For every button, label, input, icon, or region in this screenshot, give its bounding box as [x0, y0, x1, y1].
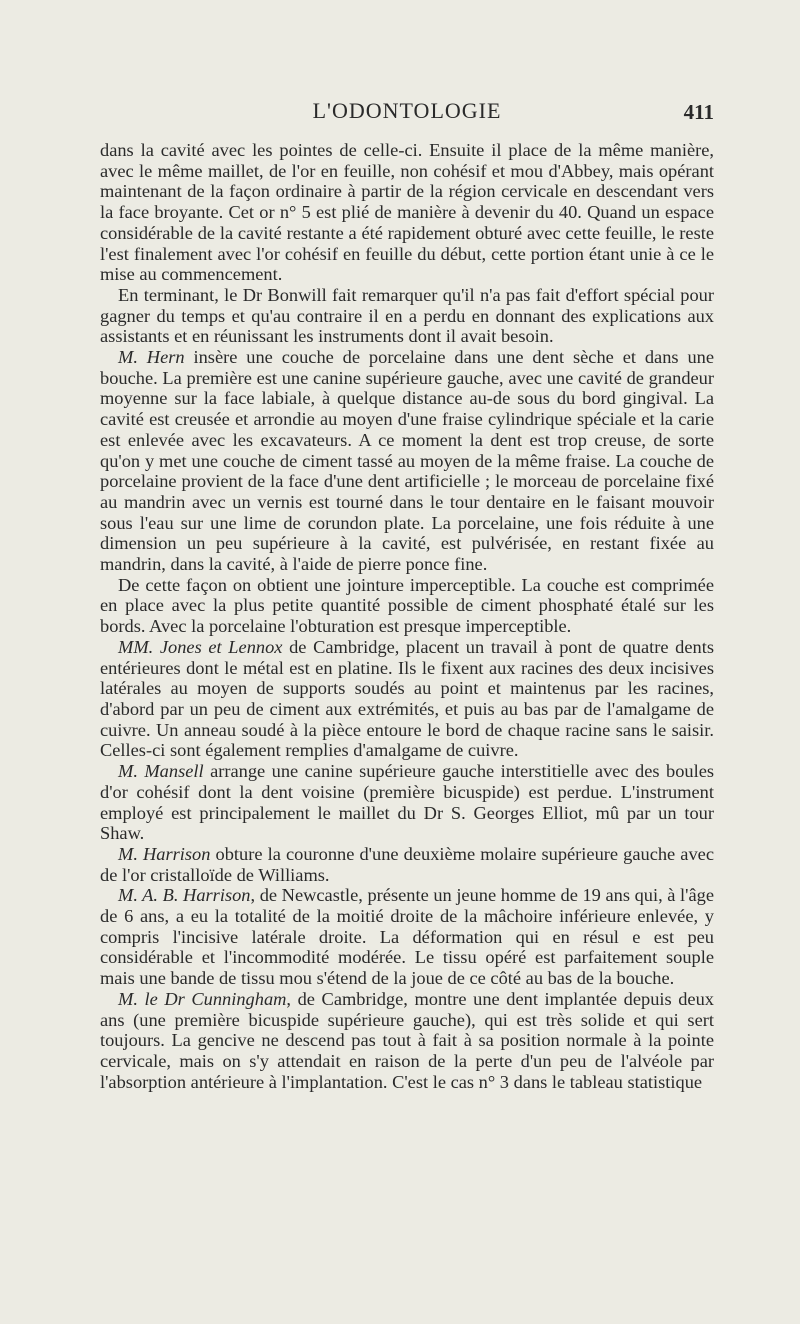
paragraph-text: de Cambridge, placent un travail à pont de quatre dents entérieures dont le métal est en platine. Ils le fixent aux racines des deux incisives latérales au moyen de supports soudés au point et maintenus par les racines, d'abord par un peu de ciment aux extrémités, et puis au bas par de l'amalgame de cuivre. Un anneau soudé à la pièce entoure le bord de chaque racine sans le saisir. Celles-ci sont également remplies d'amalgame de cuivre.	[100, 636, 714, 761]
paragraph-text: , de Cambridge, montre une dent implantée depuis deux ans (une première bicuspide supérieure gauche), qui est très solide et qui sert toujours. La gencive ne descend pas tout à fait à sa position normale à la pointe cervicale, mais on s'y attendait en raison de la perte d'un peu de l'alvéole par l'absorption antérieure à l'implantation. C'est le cas n° 3 dans le tableau statistique	[100, 988, 714, 1092]
paragraph	[100, 761, 714, 844]
paragraph	[100, 347, 714, 575]
paragraph-text: arrange une canine supérieure gauche interstitielle avec des boules d'or cohésif dont la dent voisine (première bicuspide) est perdue. L'instrument employé est principalement le maillet du Dr S. Georges Elliot, mû par un tour Shaw.	[100, 761, 715, 844]
paragraph	[100, 844, 714, 885]
running-header	[100, 98, 714, 128]
paragraph-text: De cette façon on obtient une jointure imperceptible. La couche est comprimée en place avec la plus petite quantité possible de ciment phosphaté étalé sur les bords. Avec la porcelaine l'obturation est presque imperceptible.	[100, 574, 714, 637]
paragraph	[100, 285, 714, 347]
running-title: L'ODONTOLOGIE	[312, 98, 502, 123]
speaker-name: M. Hern	[118, 347, 185, 368]
paragraph	[100, 989, 714, 1093]
speaker-name: MM. Jones et Lennox	[118, 636, 283, 657]
paragraph-text: En terminant, le Dr Bonwill fait remarquer qu'il n'a pas fait d'effort spécial pour gagner du temps et qu'au contraire il en a perdu en donnant des explications aux assistants et en réunissant les instruments dont il avait besoin.	[100, 284, 714, 347]
paragraph	[100, 637, 714, 761]
paragraph	[100, 575, 714, 637]
page-number: 411	[683, 100, 714, 124]
paragraph-text: , de Newcastle, présente un jeune homme de 19 ans qui, à l'âge de 6 ans, a eu la totalité de la moitié droite de la mâchoire inférieure enlevée, y compris l'incisive latérale droite. La déformation qui en résul e est peu considérable et l'incommodité modérée. Le tissu opéré est parfaitement souple mais une bande de tissu mou s'étend de la joue de ce côté au bas de la bouche.	[100, 885, 714, 989]
speaker-name: M. Harrison	[118, 843, 211, 864]
speaker-name: M. le Dr Cunningham	[118, 988, 287, 1009]
paragraph-text: dans la cavité avec les pointes de celle-ci. Ensuite il place de la même manière, avec le même maillet, de l'or en feuille, non cohésif et mou d'Abbey, mais opérant maintenant de la façon ordinaire à partir de la région cervicale en descendant vers la face broyante. Cet or n° 5 est plié de manière à devenir du 40. Quand un espace considérable de la cavité restante a été rapidement obturé avec cette feuille, le reste l'est finalement avec l'or cohésif en feuille du début, cette portion étant unie à ce le mise au commencement.	[100, 140, 714, 285]
body-text	[100, 140, 714, 1092]
speaker-name: M. A. B. Harrison	[118, 885, 251, 906]
paragraph	[100, 140, 714, 285]
paragraph-text: obture la couronne d'une deuxième molaire supérieure gauche avec de l'or cristalloïde de Williams.	[100, 843, 714, 885]
paragraph-text: insère une couche de porcelaine dans une dent sèche et dans une bouche. La première est une canine supérieure gauche, avec une cavité de grandeur moyenne sur la face labiale, à quelque distance au-de sous du bord gingival. La cavité est creusée et arrondie au moyen d'une fraise cylindrique spéciale et la carie est enlevée avec les excavateurs. A ce moment la dent est trop creuse, de sorte qu'on y met une couche de ciment tassé au moyen de la même fraise. La couche de porcelaine provient de la face d'une dent artificielle ; le morceau de porcelaine fixé au mandrin avec un vernis est tourné dans le tour dentaire en le faisant mouvoir sous l'eau sur une lime de corundon plate. La porcelaine, une fois réduite à une dimension un peu supérieure à la cavité, est pulvérisée, en restant fixée au mandrin, dans la cavité, à l'aide de pierre ponce fine.	[100, 347, 715, 575]
paragraph	[100, 885, 714, 989]
speaker-name: M. Mansell	[118, 761, 204, 782]
